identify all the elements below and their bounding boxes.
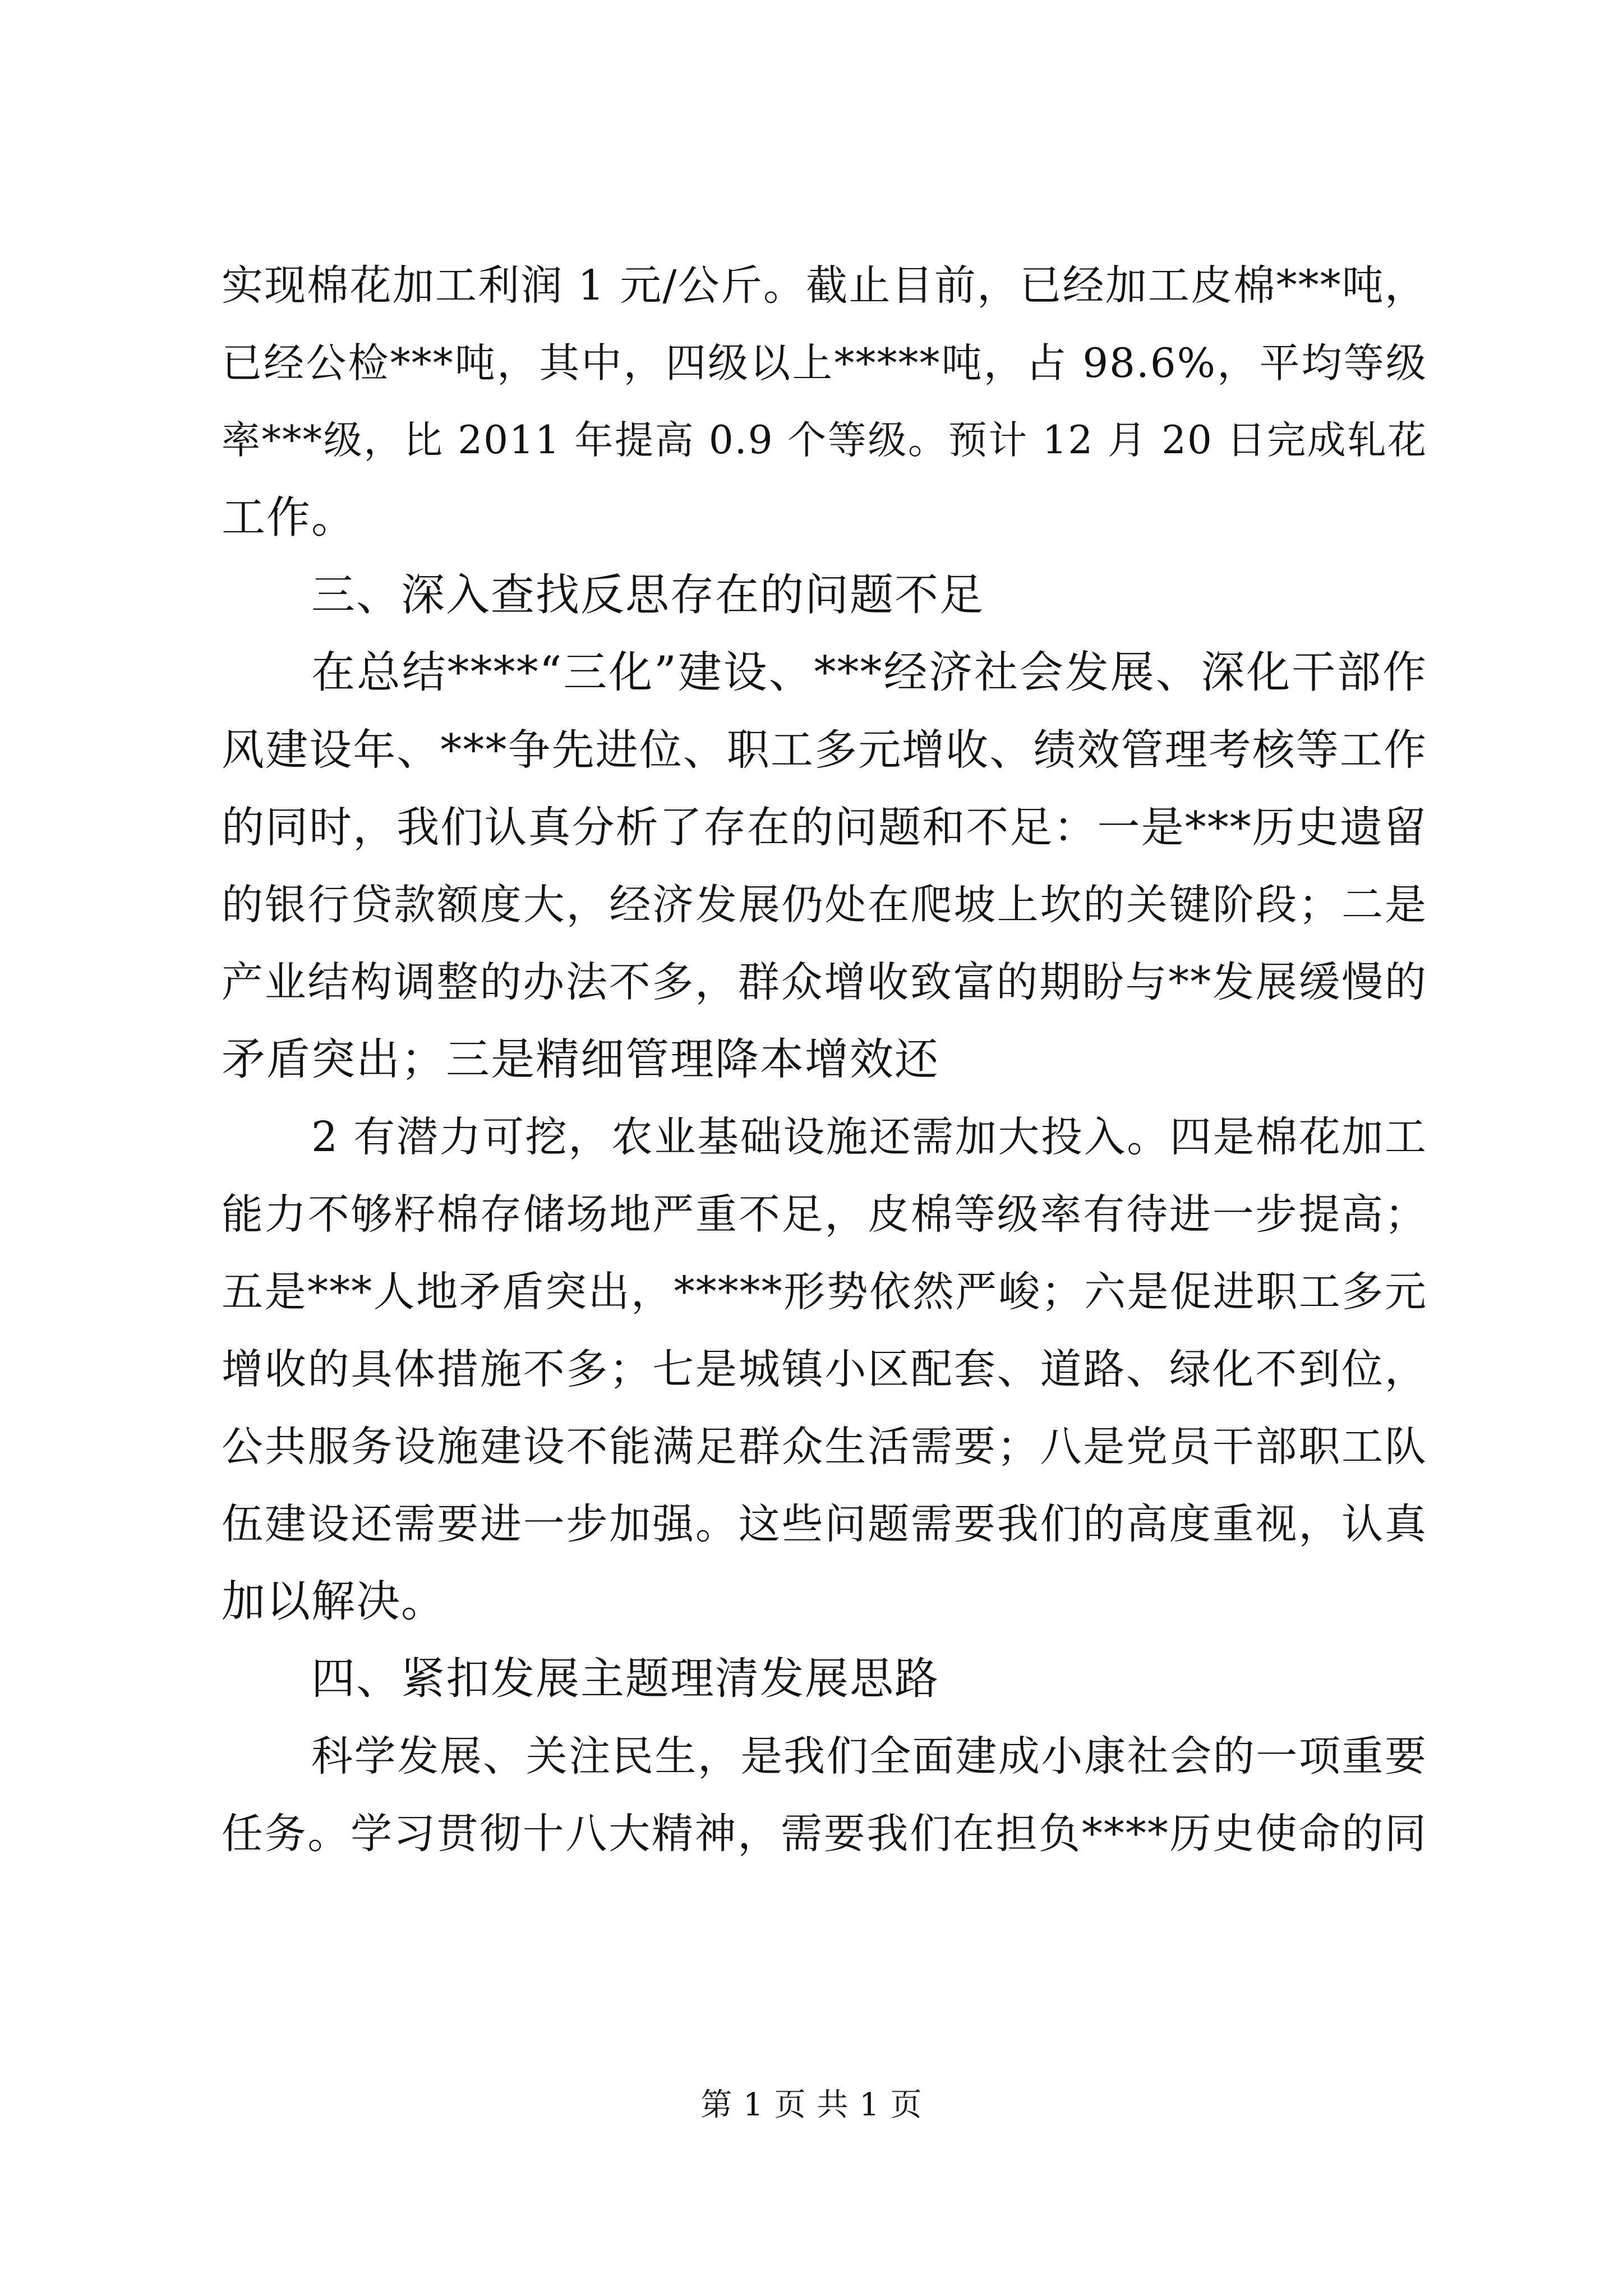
text-line: 产业结构调整的办法不多，群众增收致富的期盼与**发展缓慢的 xyxy=(222,958,1427,1006)
document-body xyxy=(222,247,1427,1872)
text-line: 公共服务设施建设不能满足群众生活需要；八是党员干部职工队 xyxy=(222,1423,1427,1471)
text-line: 伍建设还需要进一步加强。这些问题需要我们的高度重视，认真 xyxy=(222,1500,1427,1548)
text-line: 2 有潜力可挖，农业基础设施还需加大投入。四是棉花加工 xyxy=(311,1113,1427,1161)
text-line: 已经公检***吨，其中，四级以上*****吨，占 98.6%，平均等级 xyxy=(222,339,1427,386)
text-line: 任务。学习贯彻十八大精神，需要我们在担负****历史使命的同 xyxy=(222,1810,1427,1858)
text-line: 增收的具体措施不多；七是城镇小区配套、道路、绿化不到位， xyxy=(222,1345,1427,1393)
text-line: 的同时，我们认真分析了存在的问题和不足：一是***历史遗留 xyxy=(222,802,1427,852)
text-line: 四、紧扣发展主题理清发展思路 xyxy=(311,1654,940,1704)
text-line: 三、深入查找反思存在的问题不足 xyxy=(311,570,985,620)
text-line: 实现棉花加工利润 1 元/公斤。截止目前，已经加工皮棉***吨， xyxy=(222,261,1427,310)
text-line: 在总结****“三化”建设、***经济社会发展、深化干部作 xyxy=(311,647,1427,698)
text-line: 能力不够籽棉存储场地严重不足，皮棉等级率有待进一步提高； xyxy=(222,1190,1427,1239)
text-line: 五是***人地矛盾突出，*****形势依然严峻；六是促进职工多元 xyxy=(222,1268,1427,1316)
text-line: 的银行贷款额度大，经济发展仍处在爬坡上坎的关键阶段；二是 xyxy=(222,881,1427,929)
text-line: 科学发展、关注民生，是我们全面建成小康社会的一项重要 xyxy=(311,1732,1427,1780)
text-line: 工作。 xyxy=(222,493,357,543)
text-line: 风建设年、***争先进位、职工多元增收、绩效管理考核等工作 xyxy=(222,725,1427,775)
text-line: 率***级，比 2011 年提高 0.9 个等级。预计 12 月 20 日完成轧花 xyxy=(222,418,1427,463)
page-footer: 第 1 页 共 1 页 xyxy=(700,2087,923,2123)
text-line: 矛盾突出；三是精细管理降本增效还 xyxy=(222,1034,940,1085)
text-line: 加以解决。 xyxy=(222,1576,446,1627)
